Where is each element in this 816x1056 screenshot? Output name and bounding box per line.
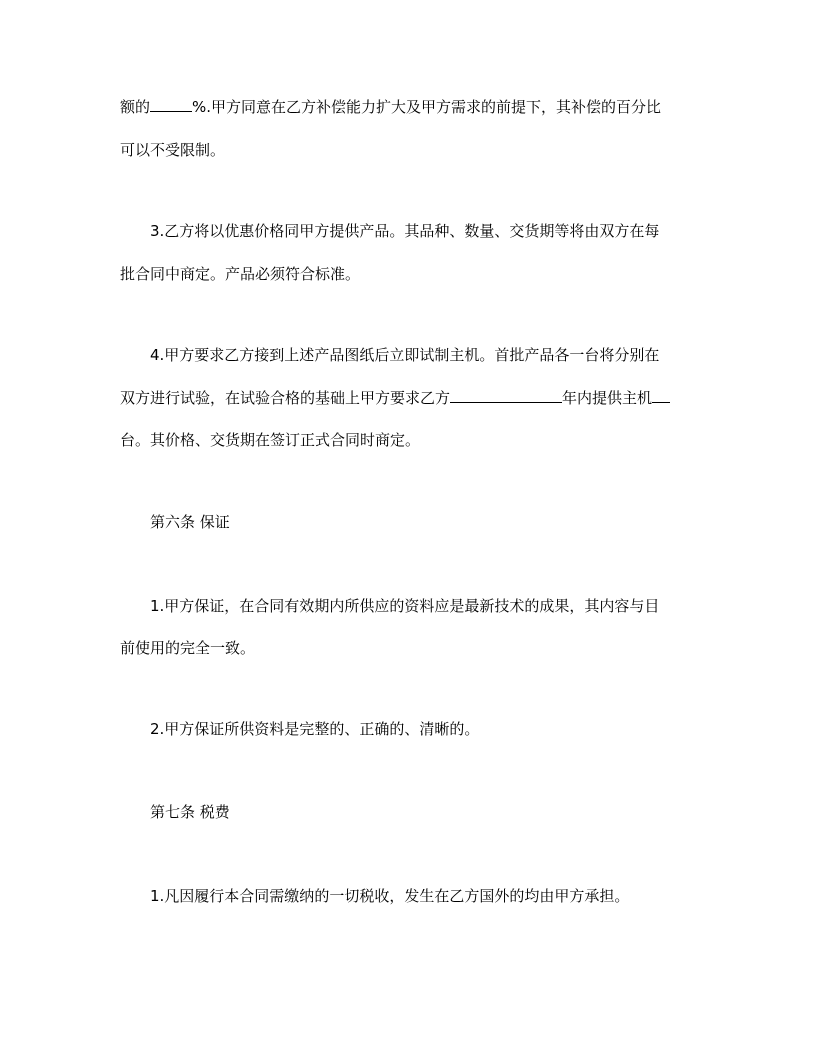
article6-heading: 第六条 保证 xyxy=(150,513,230,531)
text-segment: 额的 xyxy=(120,98,151,116)
article7-heading: 第七条 税费 xyxy=(150,803,230,821)
fill-in-blank xyxy=(450,388,562,403)
text-segment: 双方进行试验，在试验合格的基础上甲方要求乙方 xyxy=(120,389,451,407)
para3-line3: 台。其价格、交货期在签订正式合同时商定。 xyxy=(120,431,421,449)
para1-line2: 可以不受限制。 xyxy=(120,141,226,159)
article7-item1: 1.凡因履行本合同需缴纳的一切税收，发生在乙方国外的均由甲方承担。 xyxy=(150,887,630,905)
para2-line2: 批合同中商定。产品必须符合标准。 xyxy=(120,265,361,283)
article6-item2: 2.甲方保证所供资料是完整的、正确的、清晰的。 xyxy=(150,720,480,738)
fill-in-blank xyxy=(150,97,192,112)
para3-line2 xyxy=(120,388,670,408)
article6-item1-line1: 1.甲方保证，在合同有效期内所供应的资料应是最新技术的成果，其内容与目 xyxy=(150,597,660,615)
para2-line1: 3.乙方将以优惠价格同甲方提供产品。其品种、数量、交货期等将由双方在每 xyxy=(150,222,660,240)
text-segment: %.甲方同意在乙方补偿能力扩大及甲方需求的前提下，其补偿的百分比 xyxy=(192,98,662,116)
para3-line1: 4.甲方要求乙方接到上述产品图纸后立即试制主机。首批产品各一台将分别在 xyxy=(150,346,660,364)
text-segment: 年内提供主机 xyxy=(562,389,653,407)
article6-item1-line2: 前使用的完全一致。 xyxy=(120,639,256,657)
fill-in-blank xyxy=(652,388,670,403)
para1-line1 xyxy=(120,97,661,117)
